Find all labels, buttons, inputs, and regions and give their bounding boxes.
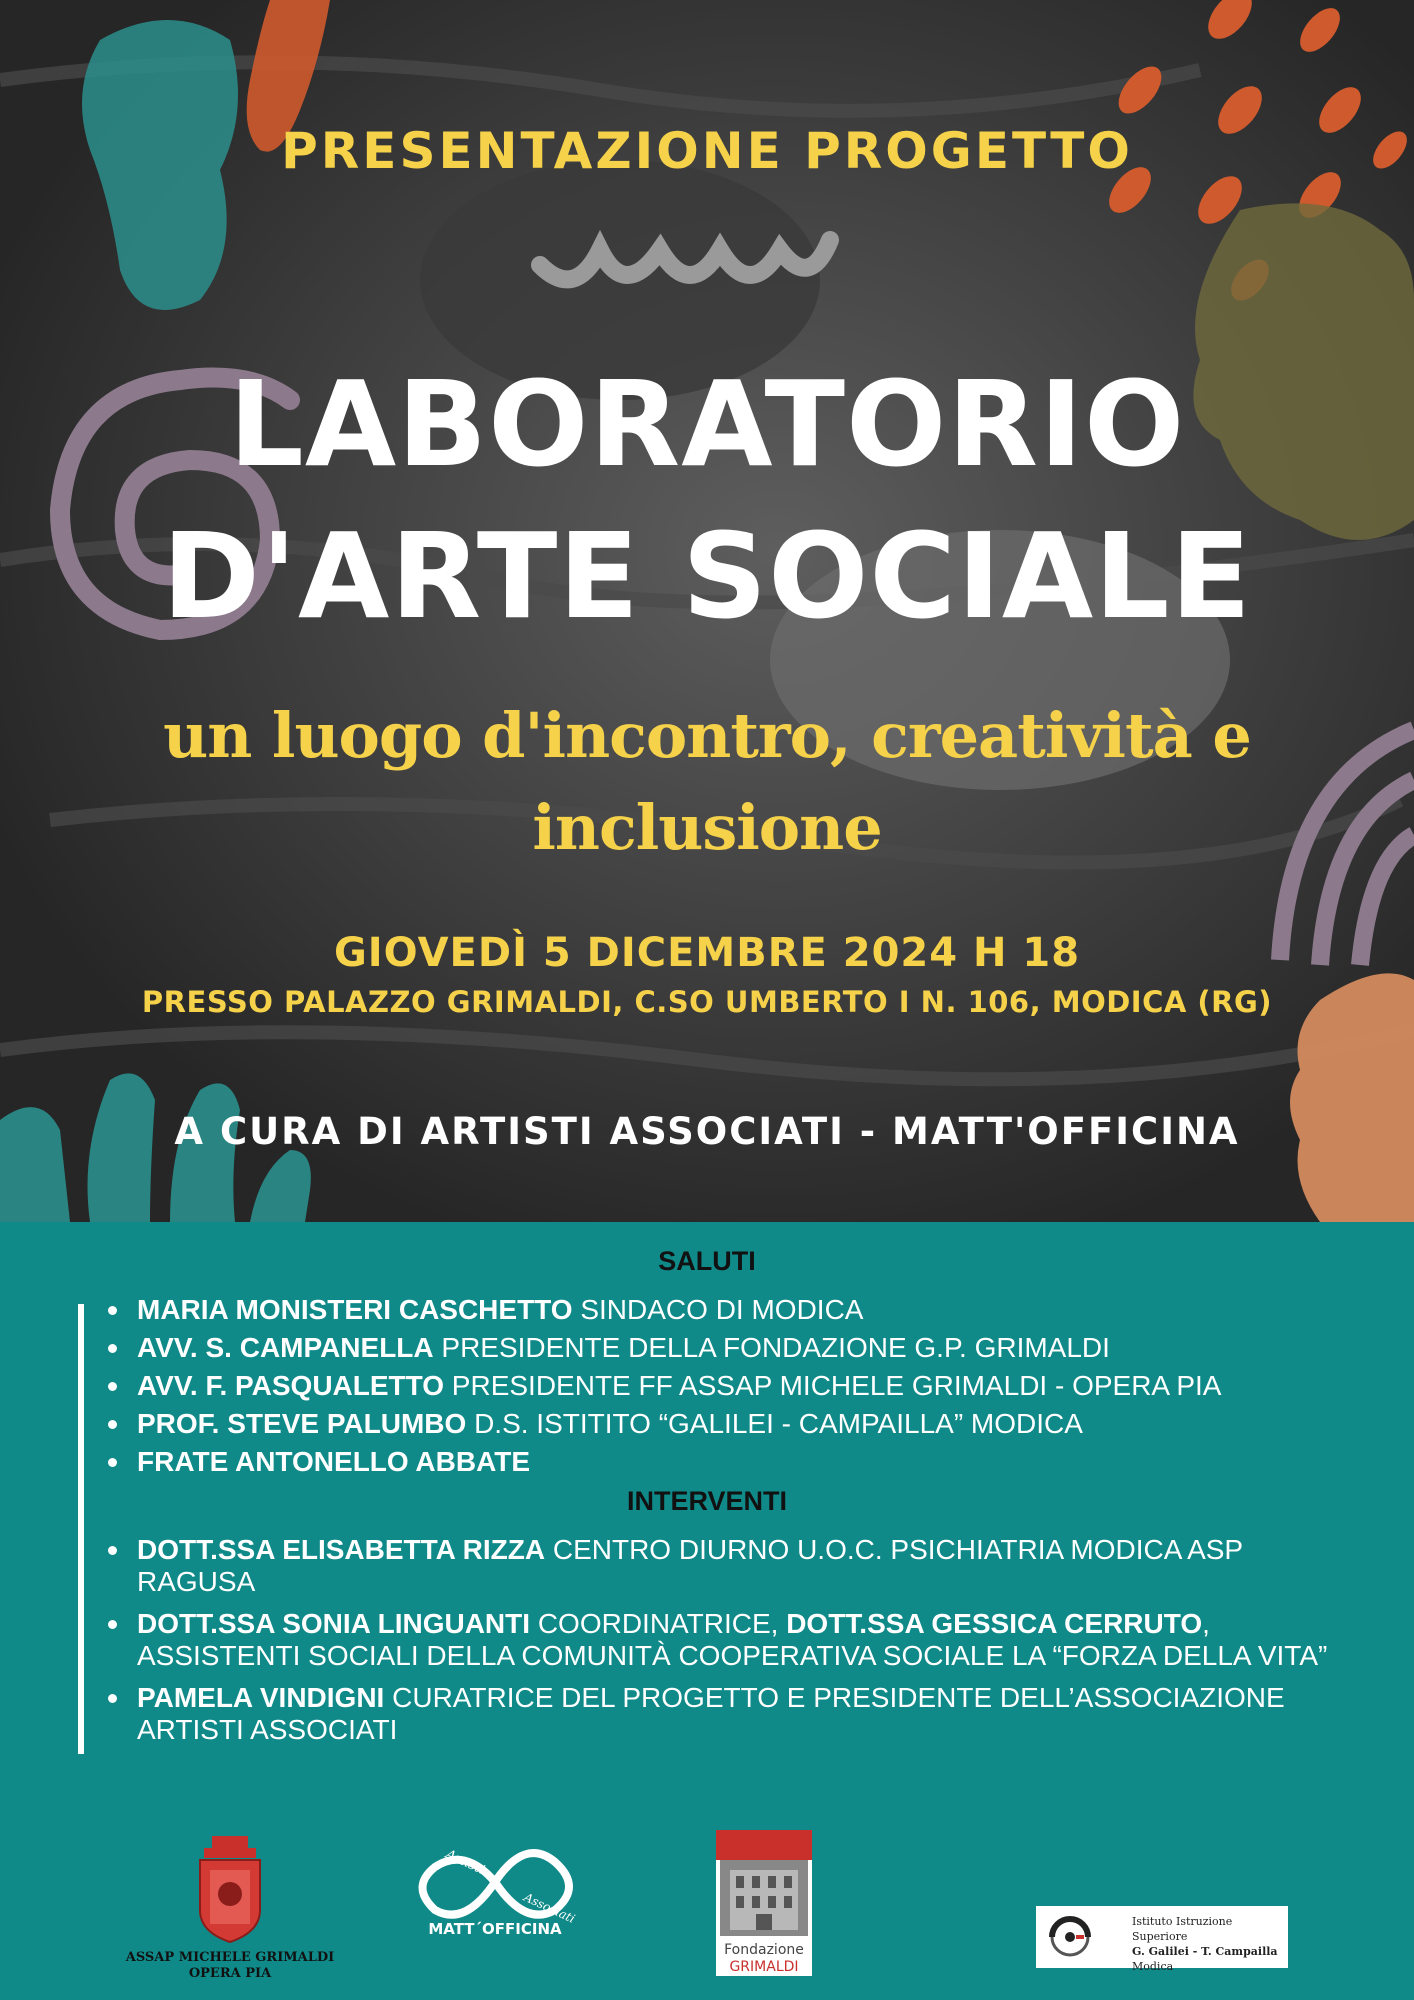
- subtitle-line1: un luogo d'incontro, creatività e: [163, 699, 1251, 772]
- event-date: GIOVEDÌ 5 DICEMBRE 2024 H 18: [333, 930, 1081, 976]
- program-section: [0, 1222, 1414, 1810]
- istituto-emblem-icon: [1046, 1914, 1110, 1960]
- svg-text:Artisti: Artisti: [443, 1847, 487, 1878]
- svg-text:Fondazione: Fondazione: [724, 1942, 804, 1958]
- list-item: AVV. S. CAMPANELLA PRESIDENTE DELLA FONDAZIONE G.P. GRIMALDI: [105, 1332, 1355, 1364]
- istituto-logo: Istituto Istruzione Superiore G. Galilei - T. Campailla Modica: [1036, 1906, 1288, 1968]
- subtitle: [150, 690, 1264, 874]
- program-divider-line: [78, 1304, 84, 1754]
- pre-title: PRESENTAZIONE PROGETTO: [281, 122, 1133, 180]
- svg-text:MATT´OFFICINA: MATT´OFFICINA: [428, 1920, 562, 1937]
- fondazione-grimaldi-logo: [716, 1830, 812, 1976]
- list-item: PAMELA VINDIGNI CURATRICE DEL PROGETTO E PRESIDENTE DELL’ASSOCIAZIONE ARTISTI ASSOCIATI: [105, 1682, 1355, 1746]
- assap-caption: ASSAP MICHELE GRIMALDI OPERA PIA: [125, 1950, 335, 1981]
- infinity-logo-icon: [405, 1842, 585, 1937]
- event-title: [0, 348, 1414, 652]
- svg-text:GRIMALDI: GRIMALDI: [729, 1959, 799, 1975]
- interventi-heading: INTERVENTI: [626, 1486, 788, 1516]
- saluti-heading: SALUTI: [658, 1246, 756, 1276]
- coat-of-arms-icon: [190, 1832, 270, 1944]
- saluti-list: [105, 1294, 1355, 1484]
- footer-logos: [0, 1810, 1414, 2000]
- svg-text:Associati: Associati: [521, 1890, 578, 1926]
- curator-line: A CURA DI ARTISTI ASSOCIATI - MATT'OFFICINA: [174, 1110, 1240, 1153]
- list-item: FRATE ANTONELLO ABBATE: [105, 1446, 1355, 1478]
- interventi-list: [105, 1534, 1355, 1756]
- event-title-line2: D'ARTE SOCIALE: [161, 507, 1253, 645]
- subtitle-line2: inclusione: [532, 791, 882, 864]
- event-place: PRESSO PALAZZO GRIMALDI, C.SO UMBERTO I N. 106, MODICA (RG): [141, 985, 1273, 1019]
- event-title-line1: LABORATORIO: [228, 355, 1186, 493]
- list-item: PROF. STEVE PALUMBO D.S. ISTITITO “GALILEI - CAMPAILLA” MODICA: [105, 1408, 1355, 1440]
- list-item: DOTT.SSA SONIA LINGUANTI COORDINATRICE, DOTT.SSA GESSICA CERRUTO, ASSISTENTI SOCIALI DELLA COMUNITÀ COOPERATIVA SOCIALE LA “FORZA DELLA VITA”: [105, 1608, 1355, 1672]
- list-item: DOTT.SSA ELISABETTA RIZZA CENTRO DIURNO U.O.C. PSICHIATRIA MODICA ASP RAGUSA: [105, 1534, 1355, 1598]
- list-item: AVV. F. PASQUALETTO PRESIDENTE FF ASSAP MICHELE GRIMALDI - OPERA PIA: [105, 1370, 1355, 1402]
- list-item: MARIA MONISTERI CASCHETTO SINDACO DI MODICA: [105, 1294, 1355, 1326]
